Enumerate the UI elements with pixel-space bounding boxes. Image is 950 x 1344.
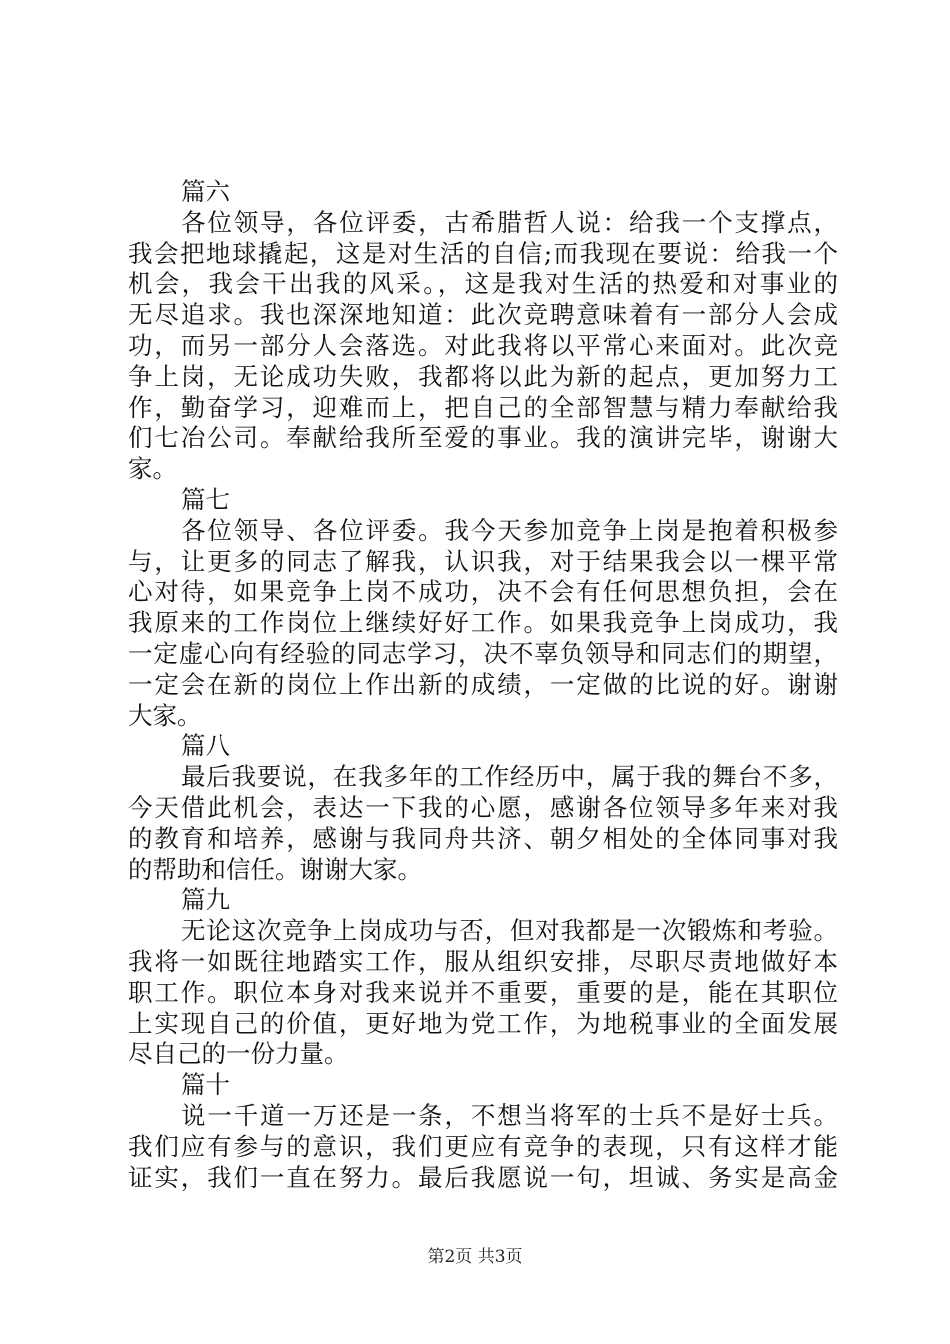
document-body — [128, 177, 838, 1193]
paragraph-line: 作，勤奋学习，迎难而上，把自己的全部智慧与精力奉献给我 — [128, 392, 838, 422]
paragraph-line: 今天借此机会，表达一下我的心愿，感谢各位领导多年来对我 — [128, 792, 838, 822]
paragraph-line: 各位领导、各位评委。我今天参加竞争上岗是抱着积极参 — [181, 515, 838, 545]
section-7 — [128, 485, 838, 731]
paragraph-line: 各位领导，各位评委，古希腊哲人说：给我一个支撑点， — [181, 207, 838, 237]
paragraph-line: 的帮助和信任。谢谢大家。 — [128, 854, 422, 884]
paragraph-line: 无尽追求。我也深深地知道：此次竞聘意味着有一部分人会成 — [128, 300, 838, 330]
section-10 — [128, 1070, 838, 1193]
paragraph-line: 说一千道一万还是一条，不想当将军的士兵不是好士兵。 — [181, 1100, 838, 1130]
paragraph-line: 一定虚心向有经验的同志学习，决不辜负领导和同志们的期望， — [128, 638, 838, 668]
paragraph-line: 的教育和培养，感谢与我同舟共济、朝夕相处的全体同事对我 — [128, 823, 838, 853]
paragraph-line: 们七冶公司。奉献给我所至爱的事业。我的演讲完毕，谢谢大 — [128, 423, 838, 453]
paragraph-line: 无论这次竞争上岗成功与否，但对我都是一次锻炼和考验。 — [181, 916, 838, 946]
paragraph-line: 一定会在新的岗位上作出新的成绩，一定做的比说的好。谢谢 — [128, 669, 838, 699]
paragraph-line: 心对待，如果竞争上岗不成功，决不会有任何思想负担，会在 — [128, 577, 838, 607]
section-9 — [128, 885, 838, 1070]
paragraph-line: 我原来的工作岗位上继续好好工作。如果我竞争上岗成功，我 — [128, 608, 838, 638]
section-heading: 篇六 — [181, 177, 230, 206]
paragraph-line: 我们应有参与的意识，我们更应有竞争的表现，只有这样才能 — [128, 1131, 838, 1161]
paragraph-line: 家。 — [128, 454, 177, 484]
paragraph-line: 职工作。职位本身对我来说并不重要，重要的是，能在其职位 — [128, 977, 838, 1007]
section-heading: 篇十 — [181, 1070, 230, 1100]
paragraph-line: 机会，我会干出我的风采。，这是我对生活的热爱和对事业的 — [128, 269, 838, 299]
paragraph-line: 最后我要说，在我多年的工作经历中，属于我的舞台不多， — [181, 762, 838, 792]
paragraph-line: 证实，我们一直在努力。最后我愿说一句，坦诚、务实是高金 — [128, 1162, 838, 1192]
page-footer: 第2页 共3页 — [427, 1247, 523, 1267]
section-6 — [128, 177, 838, 485]
paragraph-line: 功，而另一部分人会落选。对此我将以平常心来面对。此次竞 — [128, 330, 838, 360]
paragraph-line: 大家。 — [128, 700, 202, 730]
paragraph-line: 争上岗，无论成功失败，我都将以此为新的起点，更加努力工 — [128, 361, 838, 391]
paragraph-line: 尽自己的一份力量。 — [128, 1039, 349, 1069]
paragraph-line: 与，让更多的同志了解我，认识我，对于结果我会以一棵平常 — [128, 546, 838, 576]
section-heading: 篇八 — [181, 731, 230, 761]
paragraph-line: 我会把地球撬起，这是对生活的自信;而我现在要说：给我一个 — [128, 238, 838, 268]
section-heading: 篇九 — [181, 885, 230, 915]
section-8 — [128, 731, 838, 885]
paragraph-line: 上实现自己的价值，更好地为党工作，为地税事业的全面发展 — [128, 1008, 838, 1038]
paragraph-line: 我将一如既往地踏实工作，服从组织安排，尽职尽责地做好本 — [128, 946, 838, 976]
section-heading: 篇七 — [181, 484, 230, 514]
